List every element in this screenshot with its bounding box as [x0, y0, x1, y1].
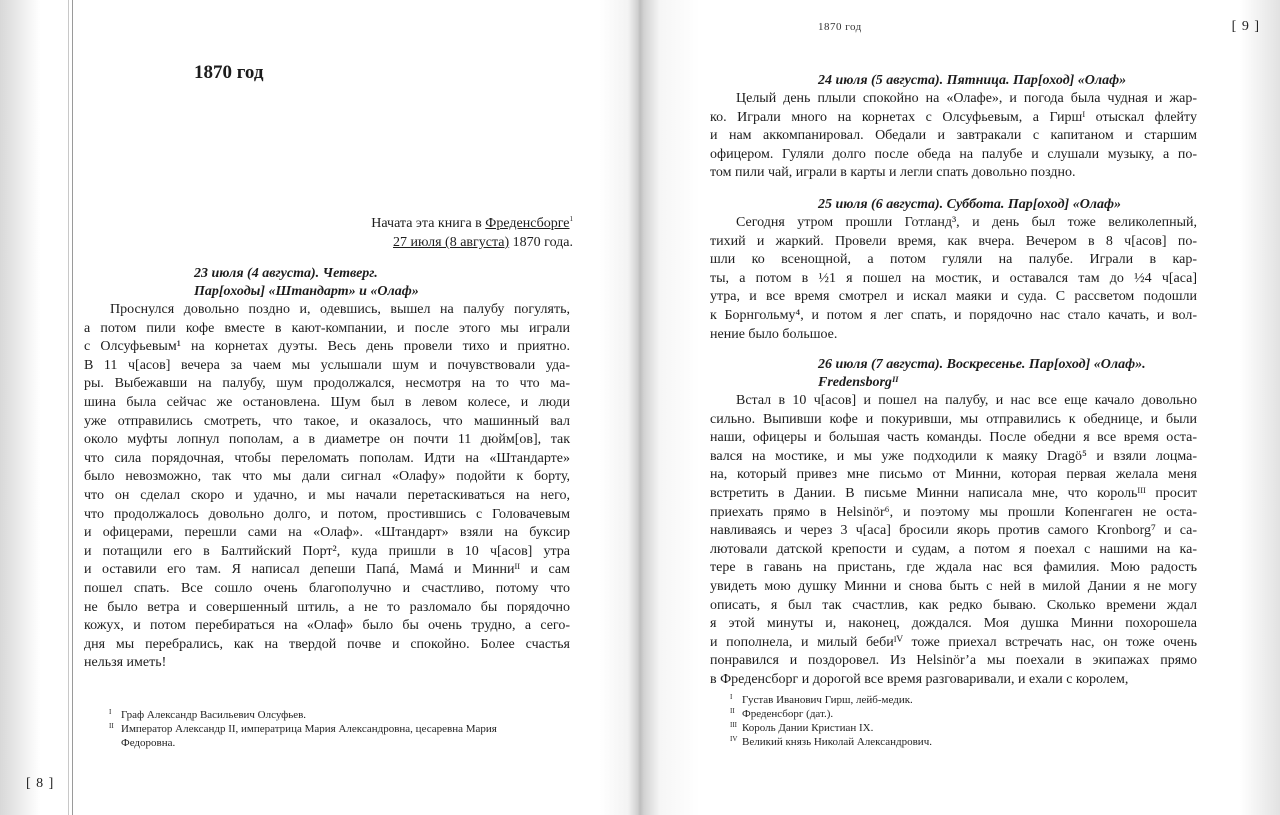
left-page: [26, 0, 640, 815]
footnote-text: Император Александр II, императрица Мария Александровна, цесаревна Мария Федоровна.: [121, 723, 497, 749]
text-line: шли ко всенощной, а потом гуляли на палубе. Играли в кар-: [710, 252, 1197, 268]
text-line: встретить в Дании. В письме Минни написала мне, что корольᴵᴵᴵ просит: [710, 485, 1197, 501]
year-title: 1870 год: [194, 62, 264, 83]
entry-heading-line: Fredensborgᴵᴵ: [818, 375, 899, 390]
diary-entry: [84, 265, 570, 673]
page-number: [ 8 ]: [26, 776, 55, 791]
entry-heading: [710, 356, 1197, 392]
text-line: утра, и все время смотрел и искал маяки и суда. С рассветом подошли: [710, 289, 1197, 305]
footnote-mark: II: [730, 707, 735, 715]
text-line: дня мы перебрались, как на твердой почве и спокойно. Более счастья: [84, 636, 570, 652]
footnote-mark: III: [730, 721, 737, 729]
text-line: с Олсуфьевым¹ на корнетах дуэты. Весь день провели тихо и приятно.: [84, 339, 570, 355]
text-line: ко. Играли много на корнетах с Олсуфьевым, а Гиршᴵ отыскал флейту: [710, 109, 1197, 125]
text-line: офицером. Гуляли долго после обеда на палубе и слушали музыку, а по-: [710, 146, 1197, 162]
epigraph-text: Начата эта книга в: [371, 216, 486, 231]
page-edge: [68, 0, 69, 815]
text-line: том пили чай, играли в карты и легли спать довольно поздно.: [710, 165, 1076, 181]
text-line: описать, я был так счастлив, как редко бываю. Сколько времени ждал: [710, 597, 1197, 613]
running-head: 1870 год: [818, 21, 862, 33]
footnote-mark: IV: [730, 735, 738, 743]
footnote: [730, 693, 1160, 707]
text-line: и пополнела, и милый бебиᴵⱽ тоже приехал встречать нас, он тоже очень: [710, 634, 1197, 650]
text-line: ры. Выбежавши на палубу, шум продолжался, несмотря на то что ма-: [84, 376, 570, 392]
footnotes: [109, 708, 539, 750]
text-line: уже отправились смотреть, что такое, и оказалось, что машинный вал: [84, 413, 570, 429]
entry-body: [84, 301, 570, 673]
text-line: приехать прямо в Helsinör⁶, и поэтому мы прошли Копенгаген не оста-: [710, 504, 1197, 520]
entry-body: [710, 392, 1197, 690]
epigraph: [371, 214, 573, 252]
footnote-mark: II: [109, 722, 114, 730]
entry-heading-line: 26 июля (7 августа). Воскресенье. Пар[оход] «Олаф».: [818, 357, 1146, 372]
text-line: и офицерами, перешли сами на «Олаф». «Штандарт» взяли на буксир: [84, 525, 570, 541]
entry-heading: 25 июля (6 августа). Суббота. Пар[оход] «Олаф»: [818, 197, 1122, 212]
footnote: [730, 735, 1160, 749]
text-line: наши, офицеры и большая часть команды. После обедни я все время оста-: [710, 430, 1197, 446]
text-line: я этой минуты и, наконец, дождался. Моя душка Минни похорошела: [710, 616, 1197, 632]
entry-heading: [84, 265, 570, 301]
text-line: кожух, и потом перебираться на «Олаф» было бы очень трудно, а сего-: [84, 618, 570, 634]
text-line: Сегодня утром прошли Готланд³, и день был тоже великолепный,: [736, 215, 1197, 230]
text-line: ты, а потом в ½1 я пошел на мостик, и оставался там до ½4 ч[аса]: [710, 270, 1197, 286]
text-line: навливаясь и через 3 ч[аса] бросили якорь против самого Kronborg⁷ и са-: [710, 523, 1197, 539]
entry-heading: 24 июля (5 августа). Пятница. Пар[оход] «Олаф»: [818, 73, 1127, 88]
epigraph-date: 27 июля (8 августа): [393, 235, 510, 250]
epigraph-place: Фреденсборге: [485, 216, 570, 231]
text-line: что продолжалось довольно долго, и потом, простившись с Головачевым: [84, 506, 570, 522]
right-page: [640, 0, 1260, 815]
footnote-text: Густав Иванович Гирш, лейб-медик.: [742, 694, 913, 706]
text-line: понравился и поздоровел. Из Helsinör’а мы поехали в экипажах прямо: [710, 653, 1197, 669]
text-line: Целый день плыли спокойно на «Олафе», и погода была чудная и жар-: [736, 91, 1197, 106]
text-line: что сила порядочная, чтобы переломать пополам. Идти на «Штандарте»: [84, 450, 570, 466]
footnote-text: Король Дании Кристиан IX.: [742, 722, 874, 734]
text-line: не было ветра и совершенный штиль, а не то разломало бы порядочно: [84, 599, 570, 615]
footnote-text: Граф Александр Васильевич Олсуфьев.: [121, 709, 307, 721]
text-line: В 11 ч[асов] вечера за чаем мы услышали шум и почувствовали уда-: [84, 357, 570, 373]
footnote-text: Великий князь Николай Александрович.: [742, 736, 932, 748]
text-line: тере в гавань на пристань, где ждала нас вся фамилия. Мою радость: [710, 560, 1197, 576]
footnote-mark: I: [730, 693, 733, 701]
text-line: нение было большое.: [710, 326, 838, 342]
text-line: было невозможно, так что мы дали сигнал «Олафу» подойти к борту,: [84, 469, 570, 485]
diary-entry: [710, 196, 1197, 344]
diary-entry: [710, 356, 1197, 690]
text-line: что он сделал скоро и удачно, и мы начали перетаскиваться на него,: [84, 487, 570, 503]
text-line: на, который привез мне письмо от Минни, которая первая желала меня: [710, 467, 1197, 483]
epigraph-text: 1870 года.: [509, 235, 573, 250]
text-line: к Борнгольму⁴, и потом я лег спать, и порядочно нас стало качать, и вол-: [710, 307, 1197, 323]
text-line: увидеть мою душку Минни и снова быть с ней в милой Дании я не могу: [710, 578, 1197, 594]
text-line: тихий и жаркий. Провели время, как вчера. Вечером в 8 ч[асов] по-: [710, 233, 1197, 249]
footnote-ref: 1: [569, 215, 573, 223]
entry-heading-line: 23 июля (4 августа). Четверг.: [194, 266, 378, 281]
text-line: в Фреденсборг и дорогой все время разговаривали, и ехали с королем,: [710, 671, 1129, 687]
text-line: и нам аккомпанировал. Обедали и завтракали с капитаном и старшим: [710, 128, 1197, 144]
text-line: шина была сейчас же остановлена. Шум был в левом колесе, и люди: [84, 394, 570, 410]
entry-body: [710, 214, 1197, 344]
text-line: и оставили его там. Я написал депеши Папá, Мамá и Минниᴵᴵ и сам: [84, 562, 570, 578]
text-line: лютовали датской крепости и судам, а потом я поехал с нашими на ка-: [710, 541, 1197, 557]
footnotes: [730, 693, 1160, 749]
text-line: пошел спать. Все сошло очень благополучно и счастливо, потому что: [84, 580, 570, 596]
text-line: вался на мостике, и мы уже подходили к маяку Dragö⁵ и взяли лоцма-: [710, 448, 1197, 464]
text-line: и потащили его в Балтийский Порт², куда пришли в 10 ч[асов] утра: [84, 543, 570, 559]
entry-body: [710, 90, 1197, 183]
text-line: а потом пили кофе вместе в кают-компании, и после этого мы играли: [84, 320, 570, 336]
diary-entry: [710, 72, 1197, 183]
text-line: сильно. Выпивши кофе и покуривши, мы отправились к обеднице, и были: [710, 411, 1197, 427]
footnote: [109, 722, 539, 750]
text-line: нельзя иметь!: [84, 655, 167, 671]
footnote: [109, 708, 539, 722]
text-line: около муфты лопнул пополам, а в диаметре он почти 11 дюйм[ов], так: [84, 432, 570, 448]
epigraph-line-2: [371, 233, 573, 252]
epigraph-line-1: [371, 214, 573, 233]
page-number: [ 9 ]: [1231, 19, 1260, 34]
footnote: [730, 707, 1160, 721]
footnote-mark: I: [109, 708, 112, 716]
text-line: Проснулся довольно поздно и, одевшись, вышел на палубу погулять,: [110, 302, 570, 317]
entry-heading-line: Пар[оходы] «Штандарт» и «Олаф»: [194, 284, 419, 299]
text-line: Встал в 10 ч[асов] и пошел на палубу, и нас все еще качало довольно: [736, 393, 1197, 408]
footnote-text: Фреденсборг (дат.).: [742, 708, 834, 720]
footnote: [730, 721, 1160, 735]
